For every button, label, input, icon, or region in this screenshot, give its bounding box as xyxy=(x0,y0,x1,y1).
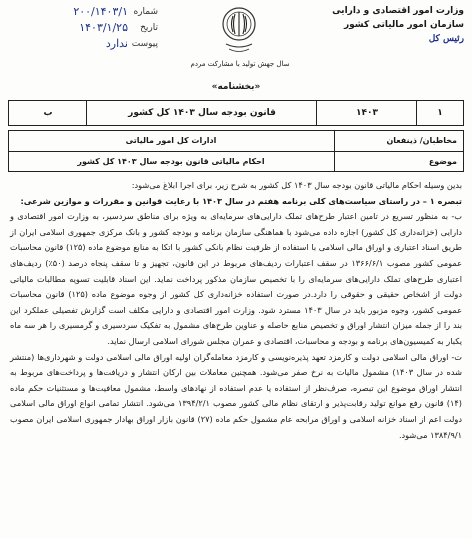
ministry-name: وزارت امور اقتصادی و دارایی xyxy=(332,6,464,16)
addressee-value: ادارات کل امور مالیاتی xyxy=(125,136,217,145)
attachment-value: ندارد xyxy=(105,37,128,50)
head-signature: رئیس کل xyxy=(428,34,464,44)
subject-value: احکام مالیاتی قانون بودجه سال ۱۴۰۳ کل کشور xyxy=(77,157,265,166)
title-row xyxy=(8,100,464,126)
intro-paragraph: بدین وسیله احکام مالیاتی قانون بودجه سال ۱۴۰۳ کل کشور به شرح زیر، برای اجرا ابلاغ می‌شود: xyxy=(131,180,462,190)
circular-number: ۱ xyxy=(437,108,443,118)
circular-year: ۱۴۰۳ xyxy=(356,108,378,118)
number-label: شماره xyxy=(133,7,158,17)
reference-meta xyxy=(8,4,158,52)
circular-title: «بخشنامه» xyxy=(211,82,261,92)
addressee-label: مخاطبان/ ذینفعان xyxy=(386,136,457,145)
clause-t: ت- اوراق مالی اسلامی دولت و کارمزد تعهد پذیره‌نویسی و کارمزد معامله‌گران اولیه اوراق مالی اسلامی دولت و شهرداری‌ها (منتشر شده در سال ۱۴۰۳) مشمول مالیات به نرخ صفر می‌شود. همچنین معاملات بین ارکان انتشار و دریافت‌ها و پرداخت‌های مربوط به انتشار اوراق موضوع این تبصره، صرف‌نظر از استفاده یا عدم استفاده از نهادهای واسط، مشمول معافیت‌ها و مستثنیات حکم ماده (۱۴) قانون رفع موانع تولید رقابت‌پذیر و ارتقای نظام مالی کشور مصوب ۱۳۹۴/۲/۱ می‌شود. انتشار تمامی انواع اوراق مالی اسلامی دولت اعم از اسناد خزانه اسلامی و اوراق مرابحه عام مشمول حکم ماده (۲۷) قانون بازار اوراق بهادار جمهوری اسلامی ایران مصوب ۱۳۸۴/۹/۱ می‌شود. xyxy=(10,351,462,440)
law-title: قانون بودجه سال ۱۴۰۳ کل کشور xyxy=(128,108,276,118)
national-emblem-icon xyxy=(220,4,258,56)
clause-b: ب- به منظور تسریع در تامین اعتبار طرح‌های تملک دارایی‌های سرمایه‌ای به ویژه برای مناطق سردسیر، به وزارت امور اقتصادی و دارایی (خزانه‌داری کل کشور) اجازه داده می‌شود با هماهنگی سازمان برنامه و بودجه کشور و بانک مرکزی جمهوری اسلامی ایران از طریق اسناد اعتباری و اوراق مالی اسلامی با استفاده از ظرفیت نظام بانکی کشور با اتکا به منابع موضوع ماده (۱۲۵) قانون محاسبات عمومی کشور مصوب ۱۳۶۶/۶/۱ در سقف اعتبارات ردیف‌های مربوط در این قانون، تجهیز و تا سقف پنجاه درصد (۵۰٪) ردیف‌های اعتباری طرح‌های تملک دارایی‌های سرمایه‌ای را با تخصیص سازمان مذکور پرداخت نماید. این اسناد قابلیت تسویه مطالبات مالیاتی دولت از اشخاص حقیقی و حقوقی را دارد.در صورت استفاده خزانه‌داری کل کشور از وجوه موضوع ماده (۱۲۵) قانون محاسبات عمومی کشور، وجوه مزبور باید در سال ۱۴۰۳ مسترد شود. وزارت امور اقتصادی و دارایی مکلف است گزارش تفصیلی عملکرد این بند را از جمله میزان انتشار اوراق و تخصیص منابع حاصله و عناوین طرح‌های مشمول به تفکیک سردسیری و گرمسیری را هر سه ماه یکبار به کمیسیون‌های برنامه و بودجه و محاسبات، اقتصادی و عمران مجلس شورای اسلامی ارسال نماید. xyxy=(10,211,463,346)
note-1-heading: تبصره ۱ – در راستای سیاست‌های کلی برنامه هفتم در سال ۱۴۰۳ با رعایت قوانین و مقررات و موازین شرعی: xyxy=(20,195,462,206)
circular-body xyxy=(10,178,462,443)
subject-label: موضوع xyxy=(428,157,457,166)
year-slogan: سال جهش تولید با مشارکت مردم xyxy=(190,60,290,68)
series-letter: ب xyxy=(43,108,53,118)
number-value: ۲۰۰/۱۴۰۳/۱ xyxy=(73,5,128,18)
subject-table xyxy=(8,130,464,172)
date-value: ۱۴۰۳/۱/۲۵ xyxy=(79,21,128,34)
attachment-label: پیوست xyxy=(131,39,158,49)
ministry-header xyxy=(314,4,464,46)
organization-name: سازمان امور مالیاتی کشور xyxy=(343,20,464,30)
date-label: تاریخ xyxy=(140,23,158,33)
